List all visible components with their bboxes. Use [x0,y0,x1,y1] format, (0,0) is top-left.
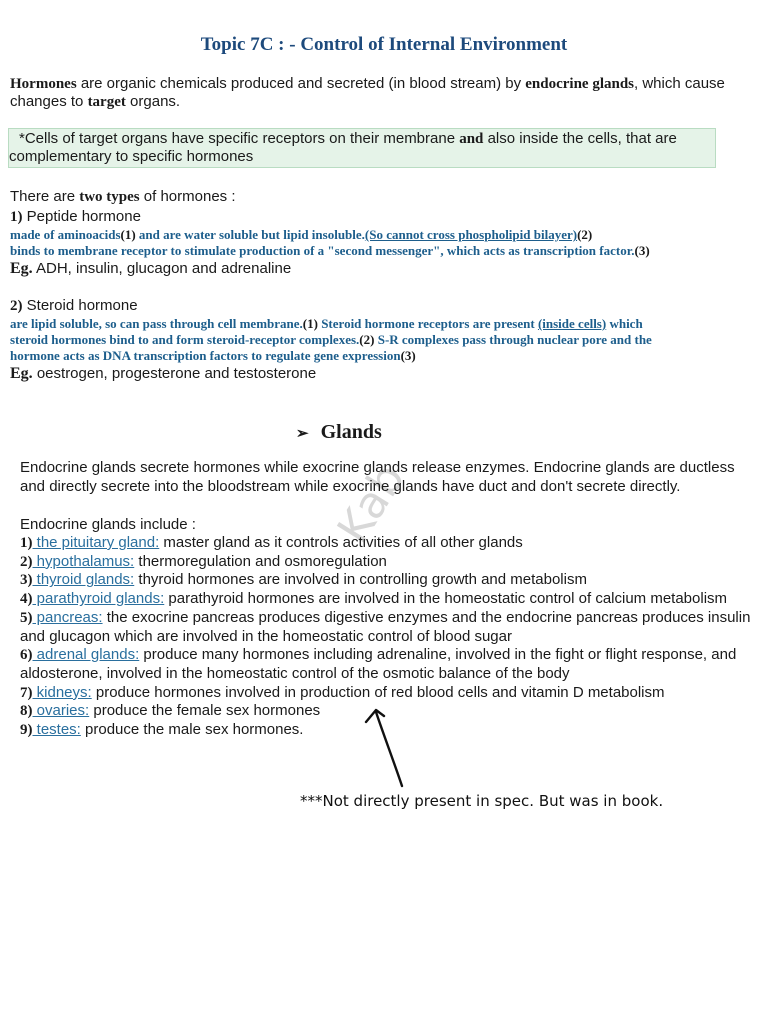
gland-description: produce many hormones including adrenaline, involved in the fight or flight response, and aldosterone, involved in the homeostatic control of the osmotic balance of the body [20,646,737,682]
gland-description: produce the female sex hormones [89,702,321,720]
term-hormones: Hormones [10,76,77,92]
steroid-name: Steroid hormone [22,297,138,314]
callout-line-2: complementary to specific hormones [9,148,254,165]
intro-paragraph [10,75,762,111]
steroid-line-3 [10,348,762,364]
mark-number: (3) [634,243,650,258]
gland-description: master gland as it controls activities of all other glands [159,534,523,551]
list-item-number: 4) [20,591,33,608]
types-text: There are [10,188,80,205]
intro-text: are organic chemicals produced and secreted (in blood stream) by [76,75,526,92]
list-item [20,571,762,590]
gland-description: produce the male sex hormones. [80,721,304,739]
steroid-fact: are lipid soluble, so can pass through cell membrane. [10,316,303,331]
gland-description: thyroid hormones are involved in controlling growth and metabolism [134,571,587,589]
gland-description: thermoregulation and osmoregulation [134,552,387,570]
callout-text: *Cells of target organs have specific receptors on their membrane [19,130,460,147]
list-item [20,609,762,646]
list-item-number: 1) [20,535,33,551]
list-item [20,590,762,609]
steroid-fact: steroid hormones bind to and form steroid-receptor complexes. [10,332,360,347]
gland-name-link[interactable]: thyroid glands: [32,571,135,589]
mark-number: (3) [400,348,416,363]
peptide-heading [10,207,762,227]
intro-text: , which cause changes to [10,75,725,110]
steroid-line-1 [10,316,762,332]
mark-number: (1) [120,227,136,242]
peptide-fact: and are water soluble but lipid insoluble. [135,227,365,242]
eg-label: Eg. [10,365,33,382]
gland-description: produce hormones involved in production of red blood cells and vitamin D metabolism [91,683,665,701]
steroid-examples [10,364,762,383]
gland-name-link[interactable]: ovaries: [32,702,90,720]
gland-name-link[interactable]: parathyroid glands: [32,590,165,608]
peptide-fact-underlined: (So cannot cross phospholipid bilayer) [364,227,578,242]
callout-line-1 [9,130,715,148]
gland-name-link[interactable]: kidneys: [32,683,92,701]
callout-emphasis: and [459,131,484,147]
peptide-name: Peptide hormone [22,208,141,225]
steroid-fact: S-R complexes pass through nuclear pore and the [374,332,652,347]
gland-name-link[interactable]: testes: [32,721,81,739]
hormone-types-section [10,187,762,383]
mark-number: (1) [302,316,318,331]
glands-heading [296,421,382,444]
list-item-number: 5) [20,609,33,626]
callout-text: also inside the cells, that are [483,130,677,147]
list-item-number: 2) [20,553,33,570]
gland-name-link[interactable]: adrenal glands: [32,646,140,664]
list-item-number: 6) [20,647,33,664]
term-target: target [87,94,126,110]
list-item [20,534,762,553]
gland-name-link[interactable]: pancreas: [32,608,103,626]
list-item [20,553,762,572]
examples-text: oestrogen, progesterone and testosterone [32,365,317,382]
steroid-heading [10,296,762,316]
gland-name-link[interactable]: hypothalamus: [32,552,135,570]
steroid-fact: Steroid hormone receptors are present [317,316,538,331]
list-item [20,646,762,683]
gland-name-link[interactable]: the pituitary gland: [32,534,160,551]
mark-number: (2) [359,332,375,347]
footnote: ***Not directly present in spec. But was in book. [300,792,664,810]
watermark: Kab [327,454,416,553]
intro-text: organs. [125,93,181,110]
gland-description: parathyroid hormones are involved in the homeostatic control of calcium metabolism [164,590,728,608]
glands-paragraph: Endocrine glands secrete hormones while exocrine glands release enzymes. Endocrine glands are ductless and directly secrete into the bloodstream while exocrine glands have duct and don't secrete directly. [20,459,735,495]
glands-heading-text: Glands [320,421,382,443]
steroid-number: 2) [10,298,23,314]
mark-number: (2) [577,227,593,242]
peptide-line-1 [10,227,762,243]
spacer [10,278,762,296]
types-intro [10,187,762,207]
arrow-bullet-icon: ➢ [296,426,309,442]
examples-text: ADH, insulin, glucagon and adrenaline [32,260,292,277]
peptide-number: 1) [10,209,23,225]
peptide-fact: binds to membrane receptor to stimulate production of a "second messenger", which acts as transcription factor. [10,243,635,258]
highlight-callout [8,128,716,168]
page-title: Topic 7C : - Control of Internal Environment [200,34,568,55]
peptide-examples [10,259,762,278]
peptide-line-2 [10,243,762,259]
steroid-fact: hormone acts as DNA transcription factors to regulate gene expression [10,348,401,363]
steroid-fact: which [606,316,643,331]
steroid-fact-underlined: (inside cells) [537,316,607,331]
spacer [20,496,762,515]
list-item-number: 8) [20,703,33,720]
list-item-number: 9) [20,722,33,739]
term-endocrine-glands: endocrine glands [525,76,635,92]
list-item-number: 3) [20,572,33,589]
steroid-line-2 [10,332,762,348]
term-two-types: two types [79,189,140,205]
glands-include: Endocrine glands include : [20,516,196,533]
eg-label: Eg. [10,260,33,277]
gland-description: the exocrine pancreas produces digestive enzymes and the endocrine pancreas produces insulin and glucagon which are involved in the homeostatic control of blood sugar [20,608,751,645]
glands-section [20,458,762,740]
hand-drawn-arrow-icon [360,700,420,792]
types-text: of hormones : [139,188,236,205]
list-item-number: 7) [20,684,33,701]
peptide-fact: made of aminoacids [10,227,121,242]
